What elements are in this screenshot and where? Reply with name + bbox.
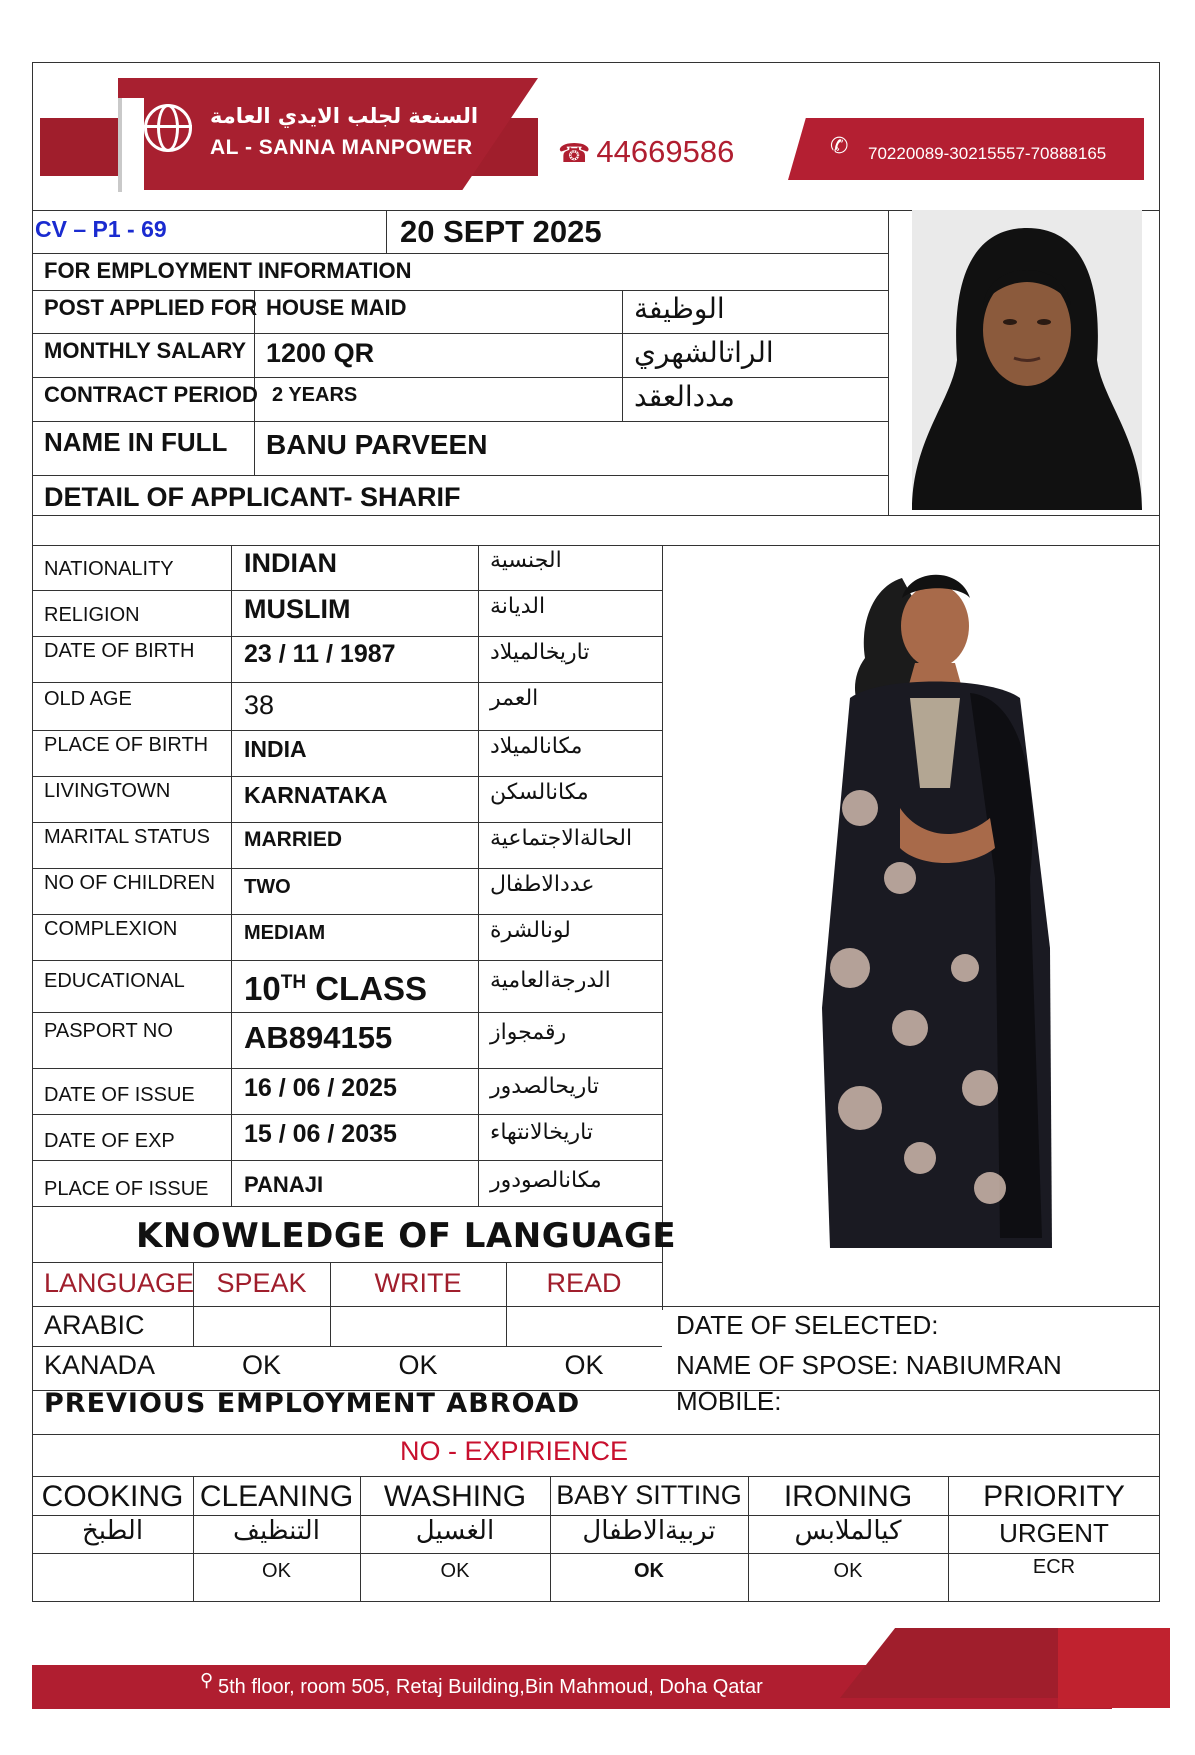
complexion-label-arabic: لونالشرة	[490, 918, 571, 943]
issue-date-label-arabic: تاريحالصدور	[490, 1074, 600, 1099]
skill-washing-status: OK	[440, 1560, 470, 1582]
expiry-date-label-arabic: تاريخالانتهاء	[490, 1120, 593, 1145]
dob-value: 23 / 11 / 1987	[244, 640, 396, 668]
date-selected: DATE OF SELECTED:	[676, 1310, 939, 1340]
telephone-number: 44669586	[596, 134, 735, 169]
passport-value: AB894155	[244, 1020, 393, 1055]
complexion-label: COMPLEXION	[44, 918, 178, 940]
age-value: 38	[244, 690, 275, 720]
post-label: POST APPLIED FOR	[44, 295, 258, 320]
passport-label-arabic: رقمجواز	[490, 1020, 567, 1045]
issue-date-label: DATE OF ISSUE	[44, 1084, 195, 1106]
full-body-photo	[790, 548, 1090, 1268]
name-label: NAME IN FULL	[44, 427, 228, 457]
age-label-arabic: العمر	[490, 686, 539, 711]
religion-label: RELIGION	[44, 604, 140, 626]
previous-employment-value: NO - EXPIRIENCE	[400, 1436, 629, 1466]
footer-address: 5th floor, room 505, Retaj Building,Bin Mahmoud, Doha Qatar	[218, 1676, 763, 1698]
post-value: HOUSE MAID	[266, 295, 407, 320]
skill-cleaning: CLEANING	[199, 1480, 354, 1513]
dob-label-arabic: تاريخالميلاد	[490, 640, 590, 665]
contract-label: CONTRACT PERIOD	[44, 382, 258, 407]
children-label-arabic: عددالاطفال	[490, 872, 595, 897]
read-header: READ	[546, 1268, 622, 1298]
mobile-phone-icon: ✆	[830, 133, 849, 158]
skill-baby-sitting-arabic: تربيةالاطفال	[582, 1516, 716, 1546]
issue-place-value: PANAJI	[244, 1172, 324, 1197]
applicant-detail-title: DETAIL OF APPLICANT- SHARIF	[44, 482, 461, 512]
skill-baby-sitting-status: OK	[634, 1560, 664, 1582]
complexion-value: MEDIAM	[244, 922, 326, 944]
cv-date: 20 SEPT 2025	[400, 214, 602, 249]
write-header: WRITE	[374, 1268, 462, 1298]
nationality-value: INDIAN	[244, 548, 337, 578]
issue-place-label-arabic: مكانالصودور	[490, 1168, 602, 1193]
priority-category: ECR	[1032, 1556, 1076, 1578]
mobile-numbers: 70220089-30215557-70888165	[868, 144, 1107, 163]
nationality-label: NATIONALITY	[44, 558, 174, 580]
post-label-arabic: الوظيفة	[634, 292, 725, 325]
location-pin-icon: ⚲	[200, 1670, 214, 1690]
children-label: NO OF CHILDREN	[44, 872, 216, 894]
birthplace-label-arabic: مكانالميلاد	[490, 734, 583, 759]
skill-priority: PRIORITY	[983, 1480, 1125, 1513]
dob-label: DATE OF BIRTH	[44, 640, 195, 662]
salary-label-arabic: الراتالشهري	[634, 336, 774, 369]
birthplace-label: PLACE OF BIRTH	[44, 734, 209, 756]
employment-section-title: FOR EMPLOYMENT INFORMATION	[44, 258, 412, 283]
birthplace-value: INDIA	[244, 736, 307, 762]
language-arabic: ARABIC	[44, 1310, 145, 1340]
livingtown-label-arabic: مكانالسكن	[490, 780, 589, 805]
skill-cooking: COOKING	[41, 1480, 184, 1513]
company-name: AL - SANNA MANPOWER	[210, 136, 473, 159]
religion-label-arabic: الديانة	[490, 594, 546, 619]
marital-label: MARITAL STATUS	[44, 826, 210, 848]
kanada-read: OK	[564, 1350, 604, 1380]
livingtown-value: KARNATAKA	[244, 782, 388, 808]
skill-cleaning-arabic: التنظيف	[233, 1516, 320, 1546]
passport-photo	[912, 210, 1142, 510]
speak-header: SPEAK	[216, 1268, 307, 1298]
nationality-label-arabic: الجنسية	[490, 548, 562, 573]
cv-code: CV – P1 - 69	[35, 216, 167, 242]
skill-ironing-status: OK	[833, 1560, 863, 1582]
skill-ironing: IRONING	[783, 1480, 913, 1513]
kanada-write: OK	[398, 1350, 438, 1380]
skill-baby-sitting: BABY SITTING	[556, 1480, 742, 1510]
skill-washing: WASHING	[383, 1480, 527, 1513]
spouse-name: NAME OF SPOSE: NABIUMRAN	[676, 1350, 1062, 1380]
mobile-label: MOBILE:	[676, 1386, 782, 1416]
language-header: LANGUAGE	[44, 1268, 195, 1298]
language-kanada: KANADA	[44, 1350, 156, 1380]
skill-washing-arabic: الغسيل	[415, 1516, 495, 1546]
contract-label-arabic: مددالعقد	[634, 380, 735, 413]
age-label: OLD AGE	[44, 688, 132, 710]
education-label-arabic: الدرجةالعامية	[490, 968, 611, 993]
skill-ironing-arabic: كيالملابس	[794, 1516, 902, 1546]
priority-value: URGENT	[999, 1518, 1109, 1548]
religion-value: MUSLIM	[244, 594, 351, 624]
kanada-speak: OK	[241, 1350, 281, 1380]
marital-value: MARRIED	[244, 828, 342, 851]
previous-employment-title: PREVIOUS EMPLOYMENT ABROAD	[44, 1388, 581, 1419]
company-name-arabic: السنعة لجلب الايدي العامة	[210, 104, 479, 128]
expiry-date-label: DATE OF EXP	[44, 1130, 175, 1152]
salary-label: MONTHLY SALARY	[44, 338, 247, 363]
name-value: BANU PARVEEN	[266, 429, 488, 460]
salary-value: 1200 QR	[266, 338, 375, 368]
language-section-title: KNOWLEDGE OF LANGUAGE	[136, 1216, 677, 1256]
children-value: TWO	[244, 876, 291, 898]
passport-label: PASPORT NO	[44, 1020, 173, 1042]
skill-cleaning-status: OK	[262, 1560, 291, 1582]
contract-value: 2 YEARS	[272, 384, 358, 406]
issue-place-label: PLACE OF ISSUE	[44, 1178, 209, 1200]
marital-label-arabic: الحالةالاجتماعية	[490, 826, 633, 851]
education-value: 10TH CLASS	[244, 970, 428, 1007]
livingtown-label: LIVINGTOWN	[44, 780, 171, 802]
issue-date-value: 16 / 06 / 2025	[244, 1074, 397, 1102]
expiry-date-value: 15 / 06 / 2035	[244, 1120, 397, 1148]
footer-corner	[1058, 1628, 1170, 1708]
skill-cooking-arabic: الطبخ	[81, 1516, 144, 1546]
telephone-icon: ☎	[558, 138, 591, 168]
education-label: EDUCATIONAL	[44, 970, 185, 992]
